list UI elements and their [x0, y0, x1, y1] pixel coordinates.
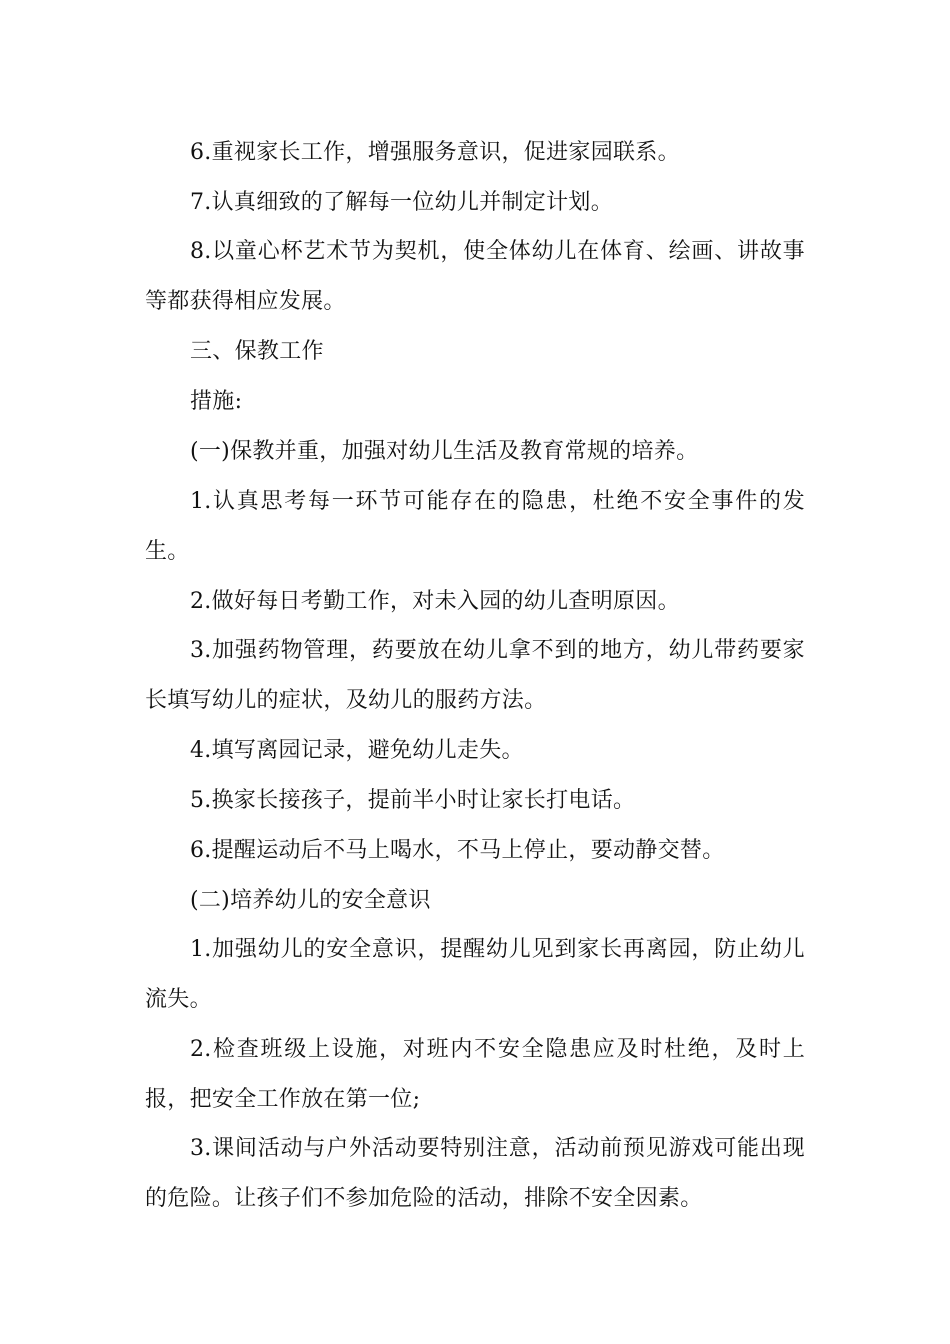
text-line: 长填写幼儿的症状，及幼儿的服药方法。: [145, 688, 547, 713]
section-heading: 三、保教工作: [190, 339, 324, 364]
text-line: 6.重视家长工作，增强服务意识，促进家园联系。: [190, 140, 680, 165]
subsection-heading: (一)保教并重，加强对幼儿生活及教育常规的培养。: [190, 439, 699, 464]
text-line: 的危险。让孩子们不参加危险的活动，排除不安全因素。: [145, 1186, 703, 1211]
text-line: 措施:: [190, 389, 243, 414]
text-line: 报，把安全工作放在第一位;: [145, 1087, 421, 1112]
text-line: 3.加强药物管理，药要放在幼儿拿不到的地方，幼儿带药要家: [190, 638, 805, 663]
text-line: 1.认真思考每一环节可能存在的隐患，杜绝不安全事件的发: [190, 489, 805, 514]
text-line: 4.填写离园记录，避免幼儿走失。: [190, 738, 524, 763]
text-line: 6.提醒运动后不马上喝水，不马上停止，要动静交替。: [190, 838, 725, 863]
text-line: 3.课间活动与户外活动要特别注意，活动前预见游戏可能出现: [190, 1136, 805, 1161]
subsection-heading: (二)培养幼儿的安全意识: [190, 888, 431, 913]
text-line: 5.换家长接孩子，提前半小时让家长打电话。: [190, 788, 636, 813]
text-line: 8.以童心杯艺术节为契机，使全体幼儿在体育、绘画、讲故事: [190, 239, 805, 264]
text-line: 生。: [145, 539, 190, 564]
text-line: 7.认真细致的了解每一位幼儿并制定计划。: [190, 190, 613, 215]
text-line: 1.加强幼儿的安全意识，提醒幼儿见到家长再离园，防止幼儿: [190, 937, 805, 962]
text-line: 2.做好每日考勤工作，对未入园的幼儿查明原因。: [190, 589, 680, 614]
text-line: 流失。: [145, 987, 212, 1012]
text-line: 2.检查班级上设施，对班内不安全隐患应及时杜绝，及时上: [190, 1037, 805, 1062]
text-line: 等都获得相应发展。: [145, 289, 346, 314]
